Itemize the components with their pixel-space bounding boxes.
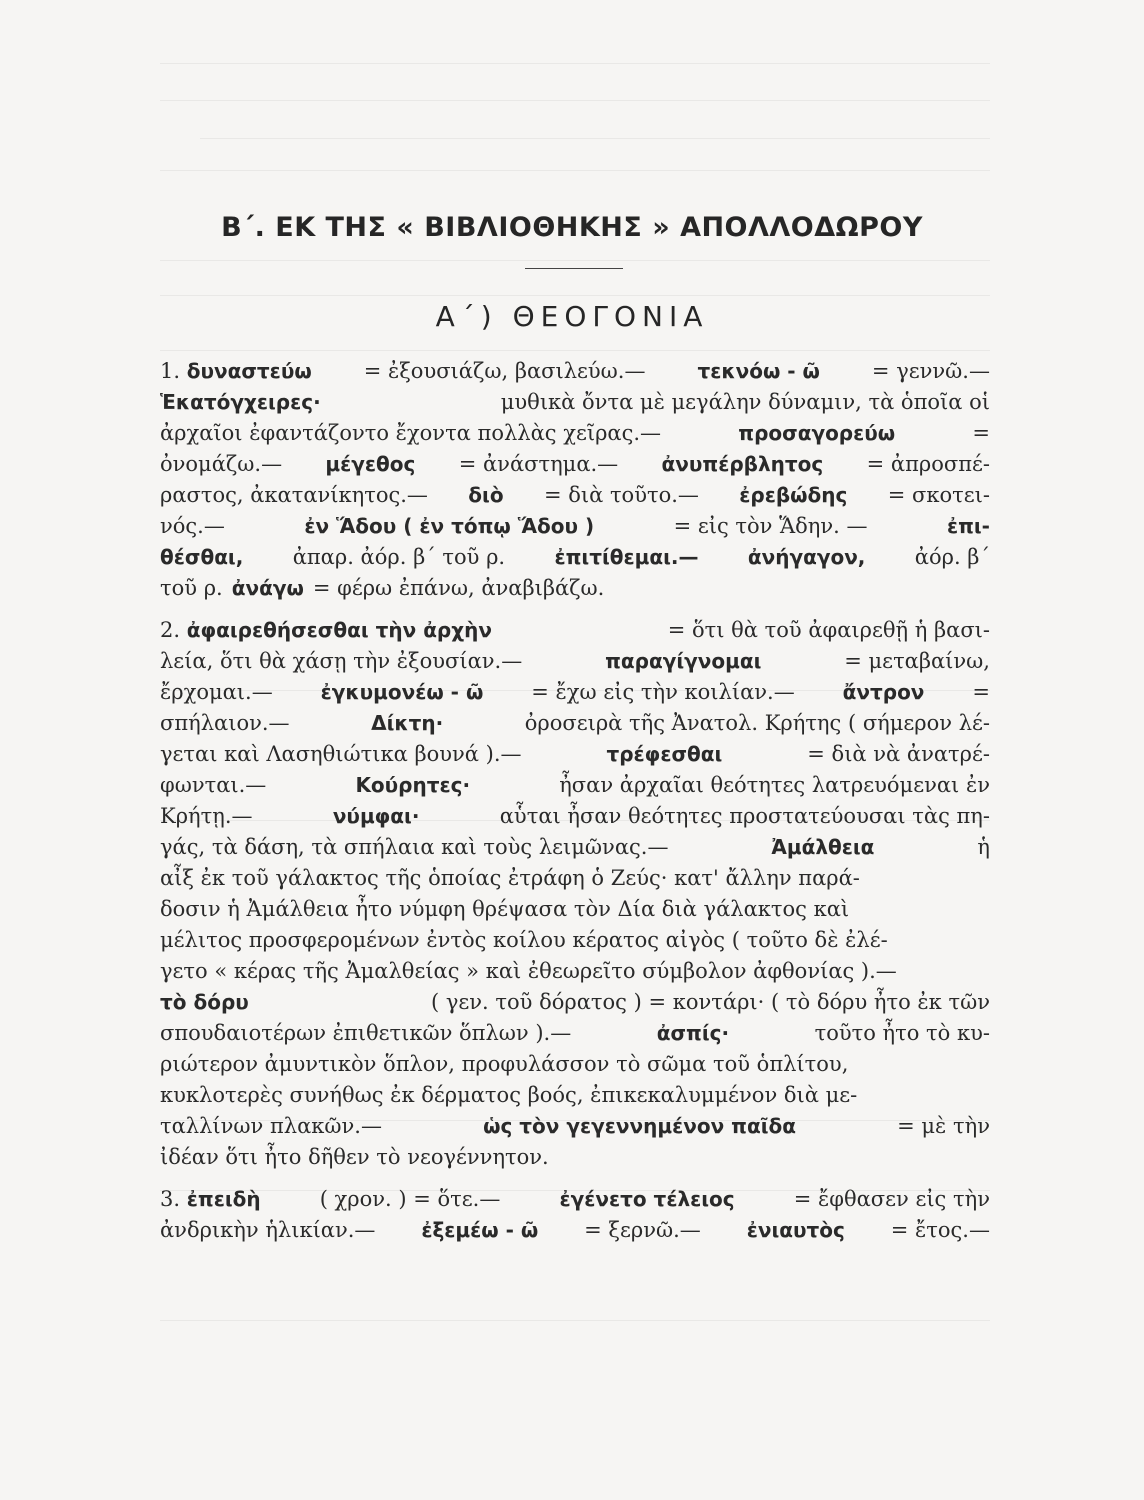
paragraph-number: 3.: [160, 1187, 181, 1211]
text-line: [160, 801, 990, 832]
gloss: ἀόρ. β΄: [914, 545, 990, 569]
gloss: = εἰς τὸν Ἅδην. —: [673, 514, 868, 538]
term: διὸ: [468, 483, 504, 507]
text-line: [160, 1018, 990, 1049]
term: ἐγκυμονέω - ῶ: [320, 680, 484, 704]
text-line: [160, 832, 990, 863]
term: Ἑκατόγχειρες·: [160, 390, 321, 414]
gloss: ταλλίνων πλακῶν.—: [160, 1114, 382, 1138]
gloss: ὀροσειρὰ τῆς Ἀνατολ. Κρήτης ( σήμερον λέ-: [524, 711, 990, 735]
term: ἀσπίς·: [656, 1021, 730, 1045]
term: Κούρητες·: [355, 773, 471, 797]
term: ἀφαιρεθήσεσθαι τὴν ἀρχὴν: [186, 618, 493, 642]
gloss: σπουδαιοτέρων ἐπιθετικῶν ὅπλων ).—: [160, 1021, 572, 1045]
text-line: [160, 356, 990, 387]
gloss: κυκλοτερὲς συνήθως ἐκ δέρματος βοός, ἐπικεκαλυμμένον διὰ με-: [160, 1083, 858, 1107]
gloss: = διὰ τοῦτο.—: [543, 483, 699, 507]
text-line: [160, 894, 990, 925]
section-subheading: Α΄) ΘΕΟΓΟΝΙΑ: [435, 300, 709, 333]
gloss: ( χρον. ) = ὅτε.—: [319, 1187, 501, 1211]
term: ἐξεμέω - ῶ: [421, 1218, 539, 1242]
term: Ἀμάλθεια: [771, 835, 875, 859]
text-line: [160, 739, 990, 770]
glossary-text: [160, 356, 990, 1257]
term: ἀνήγαγον,: [747, 545, 866, 569]
text-line: [160, 1111, 990, 1142]
gloss: τοῦτο ἦτο τὸ κυ-: [814, 1021, 990, 1045]
term: τεκνόω - ῶ: [697, 359, 820, 383]
text-line: [160, 1142, 990, 1173]
text-line: [160, 770, 990, 801]
term: ἐρεβώδης: [739, 483, 848, 507]
gloss: = ἀνάστημα.—: [458, 452, 619, 476]
gloss: σπήλαιον.—: [160, 711, 290, 735]
gloss: ἰδέαν ὅτι ἦτο δῆθεν τὸ νεογέννητον.: [160, 1145, 549, 1169]
term: ἀνυπέρβλητος: [661, 452, 824, 476]
term: ἐπειδὴ: [186, 1187, 261, 1211]
gloss: = σκοτει-: [887, 483, 990, 507]
gloss: = ἔφθασεν εἰς τὴν: [793, 1187, 990, 1211]
term: μέγεθος: [325, 452, 416, 476]
text-line: [160, 615, 990, 646]
paragraph-number: 2.: [160, 618, 181, 642]
term: ἀνάγω: [231, 576, 304, 600]
gloss: γάς, τὰ δάση, τὰ σπήλαια καὶ τοὺς λειμῶνας.—: [160, 835, 669, 859]
gloss: δοσιν ἡ Ἀμάλθεια ἦτο νύμφη θρέψασα τὸν Δία διὰ γάλακτος καὶ: [160, 897, 850, 921]
term: ἐγένετο τέλειος: [559, 1187, 735, 1211]
paragraph-1: [160, 356, 990, 604]
text-line: [160, 387, 990, 418]
gloss: αἶξ ἐκ τοῦ γάλακτος τῆς ὁποίας ἐτράφη ὁ Ζεύς· κατ' ἄλλην παρά-: [160, 866, 860, 890]
gloss: τοῦ ρ.: [160, 576, 223, 600]
gloss: ὀνομάζω.—: [160, 452, 283, 476]
paragraph-3: [160, 1184, 990, 1246]
text-line: [160, 418, 990, 449]
gloss: ἦσαν ἀρχαῖαι θεότητες λατρευόμεναι ἐν: [559, 773, 990, 797]
gloss: =: [972, 680, 990, 704]
term: προσαγορεύω: [738, 421, 896, 445]
text-line: [160, 1184, 990, 1215]
gloss: = διὰ νὰ ἀνατρέ-: [807, 742, 990, 766]
term: ἐπιτίθεμαι.—: [554, 545, 699, 569]
term: δυναστεύω: [186, 359, 312, 383]
gloss: = μὲ τὴν: [897, 1114, 990, 1138]
gloss: λεία, ὅτι θὰ χάσῃ τὴν ἐξουσίαν.—: [160, 649, 523, 673]
gloss: = ἐξουσιάζω, βασιλεύω.—: [363, 359, 646, 383]
gloss: γετο « κέρας τῆς Ἀμαλθείας » καὶ ἐθεωρεῖτο σύμβολον ἀφθονίας ).—: [160, 959, 897, 983]
gloss: = ξερνῶ.—: [584, 1218, 701, 1242]
paragraph-2: [160, 615, 990, 1173]
gloss: ( γεν. τοῦ δόρατος ) = κοντάρι· ( τὸ δόρυ ἦτο ἐκ τῶν: [430, 990, 990, 1014]
gloss: = γεννῶ.—: [871, 359, 990, 383]
gloss: φωνται.—: [160, 773, 267, 797]
gloss: = φέρω ἐπάνω, ἀναβιβάζω.: [312, 576, 605, 600]
gloss: ἡ: [977, 835, 990, 859]
paragraph-number: 1.: [160, 359, 181, 383]
text-line: [160, 573, 990, 604]
text-line: [160, 987, 990, 1018]
gloss: = ἔτος.—: [890, 1218, 990, 1242]
text-line: [160, 708, 990, 739]
text-line: [160, 542, 990, 573]
heading-rule: [525, 268, 623, 269]
text-line: [160, 480, 990, 511]
text-line: [160, 1049, 990, 1080]
term: τρέφεσθαι: [606, 742, 723, 766]
term: ὡς τὸν γεγεννημένον παῖδα: [483, 1114, 797, 1138]
text-line: [160, 863, 990, 894]
gloss: = ἀπροσπέ-: [866, 452, 990, 476]
term: θέσθαι,: [160, 545, 244, 569]
term: ἄντρον: [842, 680, 925, 704]
text-line: [160, 677, 990, 708]
gloss: ἔρχομαι.—: [160, 680, 273, 704]
text-line: [160, 956, 990, 987]
gloss: ἀπαρ. ἀόρ. β΄ τοῦ ρ.: [292, 545, 506, 569]
gloss: =: [972, 421, 990, 445]
term: ἐν Ἅδου ( ἐν τόπῳ Ἅδου ): [304, 514, 595, 538]
gloss: = ἔχω εἰς τὴν κοιλίαν.—: [531, 680, 795, 704]
text-line: [160, 646, 990, 677]
gloss: ἀρχαῖοι ἐφαντάζοντο ἔχοντα πολλὰς χεῖρας.—: [160, 421, 662, 445]
text-line: [160, 1215, 990, 1246]
gloss: = μεταβαίνω,: [844, 649, 990, 673]
gloss: ραστος, ἀκατανίκητος.—: [160, 483, 428, 507]
gloss: = ὅτι θὰ τοῦ ἀφαιρεθῇ ἡ βασι-: [667, 618, 990, 642]
gloss: ριώτερον ἀμυντικὸν ὅπλον, προφυλάσσον τὸ σῶμα τοῦ ὁπλίτου,: [160, 1052, 849, 1076]
gloss: νός.—: [160, 514, 225, 538]
gloss: μυθικὰ ὄντα μὲ μεγάλην δύναμιν, τὰ ὁποῖα οἱ: [500, 390, 990, 414]
text-line: [160, 449, 990, 480]
term: Δίκτη·: [371, 711, 444, 735]
term: ἐνιαυτὸς: [746, 1218, 845, 1242]
term: ἐπι-: [946, 514, 990, 538]
term: τὸ δόρυ: [160, 990, 249, 1014]
text-line: [160, 925, 990, 956]
term: παραγίγνομαι: [605, 649, 762, 673]
gloss: Κρήτῃ.—: [160, 804, 253, 828]
gloss: γεται καὶ Λασηθιώτικα βουνά ).—: [160, 742, 522, 766]
gloss: μέλιτος προσφερομένων ἐντὸς κοίλου κέρατος αἰγὸς ( τοῦτο δὲ ἐλέ-: [160, 928, 888, 952]
term: νύμφαι·: [332, 804, 420, 828]
gloss: ἀνδρικὴν ἡλικίαν.—: [160, 1218, 376, 1242]
text-line: [160, 1080, 990, 1111]
section-heading: Β΄. ΕΚ ΤΗΣ « ΒΙΒΛΙΟΘΗΚΗΣ » ΑΠΟΛΛΟΔΩΡΟΥ: [221, 212, 923, 243]
text-line: [160, 511, 990, 542]
gloss: αὗται ἦσαν θεότητες προστατεύουσαι τὰς πη-: [499, 804, 990, 828]
